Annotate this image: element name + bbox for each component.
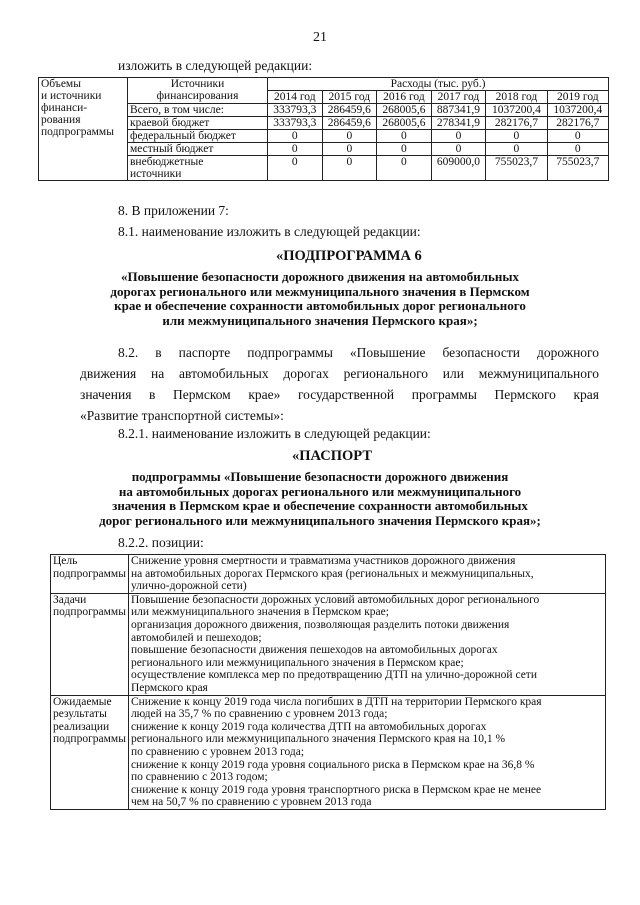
item-8-1: 8.1. наименование изложить в следующей редакции: xyxy=(118,224,421,239)
position-text xyxy=(128,555,605,594)
finance-cell: 0 xyxy=(268,143,323,156)
finance-cell: 755023,7 xyxy=(486,156,547,181)
position-label xyxy=(51,555,129,594)
passport-heading: «ПАСПОРТ xyxy=(292,448,373,464)
position-text xyxy=(128,695,605,809)
item-8-2-line: «Развитие транспортной системы»: xyxy=(80,408,284,423)
position-text-line: по сравнению с 2013 годом; xyxy=(130,771,268,784)
position-label-line: результаты xyxy=(53,708,107,721)
position-label-line: подпрограммы xyxy=(53,733,126,746)
year-header: 2016 год xyxy=(377,91,432,104)
position-text-line: по сравнению с уровнем 2013 года; xyxy=(130,745,305,758)
position-text-line: чем на 50,7 % по сравнению с уровнем 2013 года xyxy=(130,796,372,809)
position-label-line: реализации xyxy=(53,720,110,733)
position-label-line: Цель xyxy=(53,555,78,567)
position-label xyxy=(51,593,129,695)
finance-cell: 286459,6 xyxy=(322,104,377,117)
subprogram-title-line: дорогах регионального или межмуниципального значения в Пермском xyxy=(110,283,530,299)
source-label-line: федеральный бюджет xyxy=(130,130,236,142)
sources-header-line: финансирования xyxy=(156,90,239,102)
position-text-line: повышение безопасности движения пешеходов на автомобильных дорогах xyxy=(130,644,498,657)
item-8-2-2: 8.2.2. позиции: xyxy=(118,535,204,550)
sources-header-line: Источники xyxy=(170,78,225,90)
positions-table xyxy=(50,554,606,810)
finance-cell: 0 xyxy=(377,143,432,156)
position-label xyxy=(51,695,129,809)
position-text-line: на автомобильных дорогах Пермского края (региональных и межмуниципальных, xyxy=(130,567,534,580)
position-text-line: Пермского края xyxy=(130,681,208,694)
finance-cell: 0 xyxy=(322,130,377,143)
finance-cell: 286459,6 xyxy=(322,117,377,130)
finance-cell: 1037200,4 xyxy=(547,104,608,117)
finance-cell: 268005,6 xyxy=(377,104,432,117)
finance-cell: 0 xyxy=(322,156,377,181)
finance-label-line: Объемы xyxy=(41,78,81,90)
position-label-line: Задачи xyxy=(53,593,87,606)
finance-label-line: финанси- xyxy=(41,102,88,114)
finance-cell: 0 xyxy=(268,156,323,181)
finance-cell: 0 xyxy=(377,156,432,181)
position-text-line: людей на 35,7 % по сравнению с уровнем 2013 года; xyxy=(130,708,388,721)
position-text-line: организация дорожного движения, позволяющая разделить потоки движения xyxy=(130,618,510,631)
position-row xyxy=(51,593,606,695)
position-text-line: Снижение уровня смертности и травматизма участников дорожного движения xyxy=(130,555,516,567)
source-label-line: краевой бюджет xyxy=(130,117,210,129)
finance-cell: 282176,7 xyxy=(486,117,547,130)
year-header: 2015 год xyxy=(322,91,377,104)
finance-cell: 1037200,4 xyxy=(486,104,547,117)
finance-cell: 282176,7 xyxy=(547,117,608,130)
source-label xyxy=(128,104,268,117)
finance-cell: 333793,3 xyxy=(268,104,323,117)
position-text-line: регионального или межмуниципального значения в Пермском крае; xyxy=(130,656,464,669)
item-8: 8. В приложении 7: xyxy=(118,203,229,218)
position-text-line: автомобилей и пешеходов; xyxy=(130,631,262,644)
subprogram-title-line: или межмуниципального значения Пермского края»; xyxy=(162,312,478,328)
item-8-2-1: 8.2.1. наименование изложить в следующей редакции: xyxy=(118,426,431,441)
intro-line: изложить в следующей редакции: xyxy=(118,58,313,73)
year-header: 2017 год xyxy=(431,91,486,104)
item-8-2-line: значения в Пермском крае» государственной программы Пермского края xyxy=(80,387,599,402)
finance-cell: 609000,0 xyxy=(431,156,486,181)
position-text xyxy=(128,593,605,695)
item-8-2-line: 8.2. в паспорте подпрограммы «Повышение безопасности дорожного xyxy=(118,345,599,360)
finance-cell: 0 xyxy=(268,130,323,143)
position-text-line: Повышение безопасности дорожных условий автомобильных дорог регионального xyxy=(130,593,540,606)
source-label-line: источники xyxy=(130,168,182,180)
passport-title xyxy=(60,470,580,528)
item-8-2 xyxy=(80,342,599,426)
position-text-line: или межмуниципального значения в Пермском крае; xyxy=(130,606,389,619)
position-text-line: улично-дорожной сети) xyxy=(130,580,247,593)
finance-cell: 278341,9 xyxy=(431,117,486,130)
passport-title-line: значения в Пермском крае и обеспечение сохранности автомобильных xyxy=(112,498,528,513)
source-label-line: Всего, в том числе: xyxy=(130,104,224,116)
year-header: 2018 год xyxy=(486,91,547,104)
finance-cell: 887341,9 xyxy=(431,104,486,117)
position-text-line: снижение к концу 2019 года уровня транспортного риска в Пермском крае не менее xyxy=(130,783,542,796)
source-label-line: внебюджетные xyxy=(130,156,204,168)
position-text-line: Снижение к концу 2019 года числа погибших в ДТП на территории Пермского края xyxy=(130,695,542,708)
finance-cell: 268005,6 xyxy=(377,117,432,130)
finance-cell: 0 xyxy=(547,143,608,156)
source-label-line: местный бюджет xyxy=(130,143,214,155)
passport-title-line: на автомобильных дорогах регионального или межмуниципального xyxy=(118,483,522,499)
year-header: 2014 год xyxy=(268,91,323,104)
finance-cell: 0 xyxy=(547,130,608,143)
finance-cell: 333793,3 xyxy=(268,117,323,130)
expenses-header: Расходы (тыс. руб.) xyxy=(268,78,609,91)
finance-cell: 0 xyxy=(486,143,547,156)
subprogram-heading: «ПОДПРОГРАММА 6 xyxy=(276,248,422,264)
source-label xyxy=(128,156,268,181)
finance-cell: 0 xyxy=(486,130,547,143)
year-header: 2019 год xyxy=(547,91,608,104)
sources-header xyxy=(128,78,268,104)
finance-cell: 0 xyxy=(431,130,486,143)
position-label-line: Ожидаемые xyxy=(53,695,112,708)
finance-label-line: рования xyxy=(41,114,81,126)
finance-row-label xyxy=(39,78,128,181)
position-text-line: снижение к концу 2019 года количества ДТП на автомобильных дорогах xyxy=(130,720,487,733)
source-label xyxy=(128,130,268,143)
finance-cell: 0 xyxy=(377,130,432,143)
page-number: 21 xyxy=(313,30,327,45)
position-text-line: осуществление комплекса мер по предотвращению ДТП на улично-дорожной сети xyxy=(130,669,537,682)
finance-cell: 0 xyxy=(322,143,377,156)
subprogram-title xyxy=(60,270,580,328)
finance-table xyxy=(38,77,609,181)
passport-title-line: дорог регионального или межмуниципального значения Пермского края»; xyxy=(99,512,541,528)
position-row xyxy=(51,555,606,594)
finance-cell: 0 xyxy=(431,143,486,156)
finance-cell: 755023,7 xyxy=(547,156,608,181)
item-8-2-line: движения на автомобильных дорогах регионального или межмуниципального xyxy=(80,366,599,381)
source-label xyxy=(128,143,268,156)
subprogram-title-line: «Повышение безопасности дорожного движения на автомобильных xyxy=(120,269,520,284)
subprogram-title-line: крае и обеспечение сохранности автомобильных дорог регионального xyxy=(114,298,526,313)
position-text-line: регионального или межмуниципального значения Пермского края на 10,1 % xyxy=(130,733,506,746)
finance-label-line: и источники xyxy=(41,90,102,102)
passport-title-line: подпрограммы «Повышение безопасности дорожного движения xyxy=(131,469,509,484)
position-label-line: подпрограммы xyxy=(53,606,126,619)
position-row xyxy=(51,695,606,809)
position-label-line: подпрограммы xyxy=(53,567,126,580)
finance-label-line: подпрограммы xyxy=(41,126,114,138)
position-text-line: снижение к концу 2019 года уровня социального риска в Пермском крае на 36,8 % xyxy=(130,758,535,771)
source-label xyxy=(128,117,268,130)
